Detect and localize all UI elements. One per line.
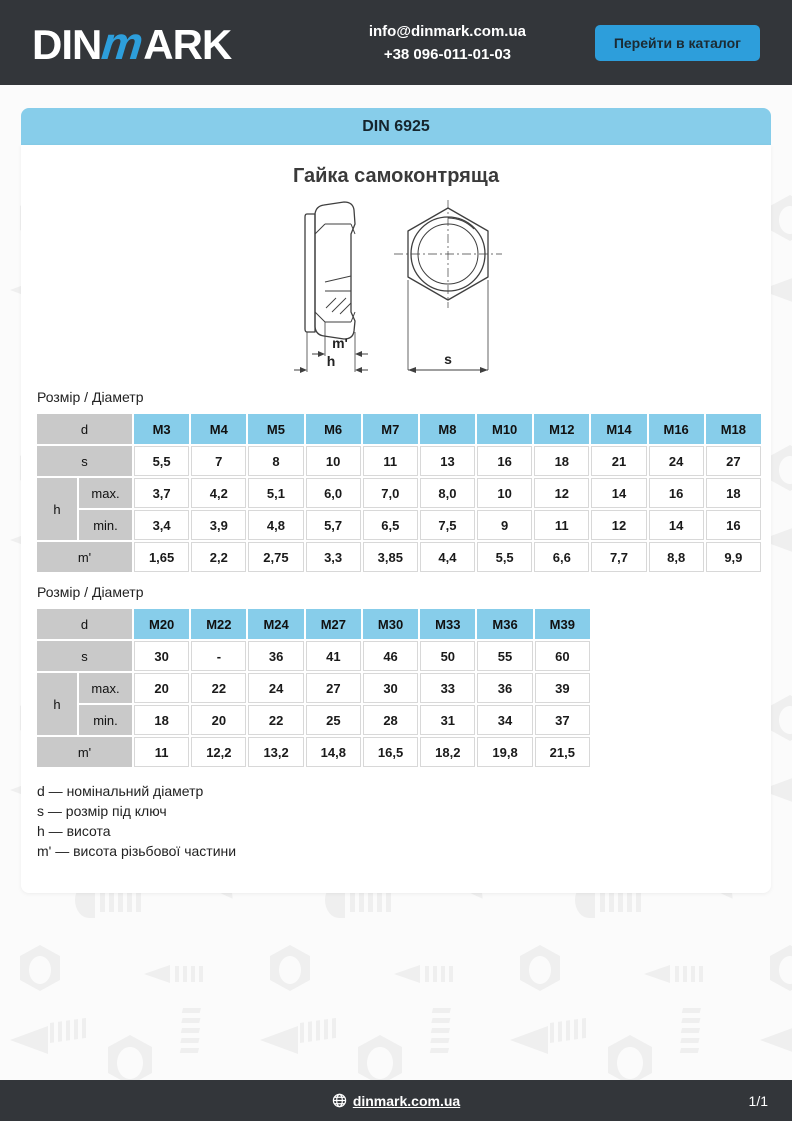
- row-label-max: max.: [79, 673, 132, 703]
- header-bar: [0, 0, 792, 85]
- legend-line-h: h — висота: [37, 823, 111, 839]
- value-cell-h-max: 18: [706, 478, 761, 508]
- col-header-diameter: M8: [420, 414, 475, 444]
- value-cell-h-max: 7,0: [363, 478, 418, 508]
- row-label-min: min.: [79, 705, 132, 735]
- col-header-diameter: M5: [248, 414, 303, 444]
- value-cell-s: 27: [706, 446, 761, 476]
- row-label-m-prime: m': [37, 542, 132, 572]
- row-label-max: max.: [79, 478, 132, 508]
- value-cell-m-prime: 8,8: [649, 542, 704, 572]
- row-label-h: h: [37, 673, 77, 735]
- value-cell-s: 8: [248, 446, 303, 476]
- value-cell-h-min: 11: [534, 510, 589, 540]
- value-cell-h-min: 18: [134, 705, 189, 735]
- value-cell-h-max: 4,2: [191, 478, 246, 508]
- value-cell-s: 60: [535, 641, 590, 671]
- size-table-1-container: [37, 412, 755, 574]
- value-cell-h-max: 27: [306, 673, 361, 703]
- col-header-diameter: M24: [248, 609, 303, 639]
- row-label-s: s: [37, 641, 132, 671]
- value-cell-h-max: 8,0: [420, 478, 475, 508]
- dinmark-logo: [32, 16, 300, 70]
- dim-label-h: h: [326, 353, 336, 369]
- value-cell-h-max: 6,0: [306, 478, 361, 508]
- value-cell-m-prime: 6,6: [534, 542, 589, 572]
- col-header-diameter: M12: [534, 414, 589, 444]
- legend-block: [37, 781, 755, 861]
- footer-site-link[interactable]: [332, 1093, 460, 1109]
- value-cell-h-min: 22: [248, 705, 303, 735]
- value-cell-h-min: 7,5: [420, 510, 475, 540]
- value-cell-m-prime: 19,8: [477, 737, 532, 767]
- logo-text-din: DIN: [32, 20, 102, 68]
- value-cell-h-max: 16: [649, 478, 704, 508]
- row-label-h: h: [37, 478, 77, 540]
- row-label-d: d: [37, 414, 132, 444]
- footer-bar: [0, 1080, 792, 1121]
- col-header-diameter: M10: [477, 414, 532, 444]
- size-table-2-container: [37, 607, 755, 769]
- value-cell-m-prime: 9,9: [706, 542, 761, 572]
- value-cell-m-prime: 3,85: [363, 542, 418, 572]
- page-number: 1/1: [748, 1092, 768, 1109]
- value-cell-h-max: 5,1: [248, 478, 303, 508]
- legend-line-m: m' — висота різьбової частини: [37, 843, 237, 859]
- value-cell-m-prime: 12,2: [191, 737, 246, 767]
- value-cell-h-min: 12: [591, 510, 646, 540]
- size-table: [35, 607, 592, 769]
- value-cell-h-max: 20: [134, 673, 189, 703]
- value-cell-h-max: 30: [363, 673, 418, 703]
- value-cell-s: 5,5: [134, 446, 189, 476]
- value-cell-m-prime: 14,8: [306, 737, 361, 767]
- col-header-diameter: M20: [134, 609, 189, 639]
- col-header-diameter: M3: [134, 414, 189, 444]
- col-header-diameter: M30: [363, 609, 418, 639]
- value-cell-s: 24: [649, 446, 704, 476]
- value-cell-h-min: 14: [649, 510, 704, 540]
- legend-line-s: s — розмір під ключ: [37, 803, 167, 819]
- value-cell-h-min: 3,4: [134, 510, 189, 540]
- dim-label-s: s: [444, 351, 452, 367]
- value-cell-h-max: 24: [248, 673, 303, 703]
- value-cell-m-prime: 2,75: [248, 542, 303, 572]
- col-header-diameter: M27: [306, 609, 361, 639]
- row-label-d: d: [37, 609, 132, 639]
- value-cell-h-min: 34: [477, 705, 532, 735]
- col-header-diameter: M33: [420, 609, 475, 639]
- value-cell-h-min: 4,8: [248, 510, 303, 540]
- value-cell-h-min: 6,5: [363, 510, 418, 540]
- value-cell-s: 46: [363, 641, 418, 671]
- value-cell-h-min: 20: [191, 705, 246, 735]
- logo-text-ark: ARK: [143, 20, 232, 68]
- dim-label-m-prime: m': [332, 335, 348, 351]
- globe-icon: [332, 1093, 347, 1108]
- size-table: [35, 412, 763, 574]
- value-cell-h-min: 28: [363, 705, 418, 735]
- value-cell-h-max: 22: [191, 673, 246, 703]
- col-header-diameter: M7: [363, 414, 418, 444]
- value-cell-m-prime: 1,65: [134, 542, 189, 572]
- value-cell-s: 41: [306, 641, 361, 671]
- value-cell-m-prime: 21,5: [535, 737, 590, 767]
- value-cell-s: 11: [363, 446, 418, 476]
- value-cell-s: 18: [534, 446, 589, 476]
- value-cell-s: 55: [477, 641, 532, 671]
- footer-site-text: dinmark.com.ua: [352, 1092, 461, 1109]
- value-cell-h-max: 33: [420, 673, 475, 703]
- col-header-diameter: M39: [535, 609, 590, 639]
- col-header-diameter: M36: [477, 609, 532, 639]
- value-cell-h-max: 3,7: [134, 478, 189, 508]
- value-cell-s: 16: [477, 446, 532, 476]
- col-header-diameter: M16: [649, 414, 704, 444]
- value-cell-h-max: 14: [591, 478, 646, 508]
- value-cell-h-max: 12: [534, 478, 589, 508]
- value-cell-h-min: 5,7: [306, 510, 361, 540]
- value-cell-s: 10: [306, 446, 361, 476]
- row-label-m-prime: m': [37, 737, 132, 767]
- product-title: Гайка самоконтряща: [292, 165, 500, 187]
- value-cell-s: 13: [420, 446, 475, 476]
- value-cell-s: 36: [248, 641, 303, 671]
- size-section-label-1: Розмір / Діаметр: [37, 389, 144, 405]
- contact-phone: +38 096-011-01-03: [383, 45, 512, 63]
- value-cell-m-prime: 16,5: [363, 737, 418, 767]
- din-standard-title: DIN 6925: [362, 117, 430, 135]
- size-section-label-2: Розмір / Діаметр: [37, 584, 144, 600]
- value-cell-s: 7: [191, 446, 246, 476]
- value-cell-m-prime: 18,2: [420, 737, 475, 767]
- value-cell-h-min: 31: [420, 705, 475, 735]
- value-cell-h-min: 37: [535, 705, 590, 735]
- col-header-diameter: M6: [306, 414, 361, 444]
- value-cell-m-prime: 7,7: [591, 542, 646, 572]
- value-cell-m-prime: 11: [134, 737, 189, 767]
- value-cell-s: 21: [591, 446, 646, 476]
- value-cell-s: 30: [134, 641, 189, 671]
- value-cell-s: -: [191, 641, 246, 671]
- value-cell-h-max: 39: [535, 673, 590, 703]
- col-header-diameter: M14: [591, 414, 646, 444]
- din-standard-banner: [21, 108, 771, 145]
- value-cell-m-prime: 4,4: [420, 542, 475, 572]
- value-cell-m-prime: 5,5: [477, 542, 532, 572]
- contact-block: [300, 20, 595, 66]
- value-cell-h-max: 36: [477, 673, 532, 703]
- value-cell-m-prime: 3,3: [306, 542, 361, 572]
- value-cell-h-min: 25: [306, 705, 361, 735]
- legend-line-d: d — номінальний діаметр: [37, 783, 204, 799]
- value-cell-h-max: 10: [477, 478, 532, 508]
- row-label-min: min.: [79, 510, 132, 540]
- value-cell-h-min: 9: [477, 510, 532, 540]
- technical-drawing: [290, 196, 502, 379]
- value-cell-m-prime: 2,2: [191, 542, 246, 572]
- col-header-diameter: M4: [191, 414, 246, 444]
- row-label-s: s: [37, 446, 132, 476]
- catalog-button[interactable]: Перейти в каталог: [595, 25, 760, 61]
- value-cell-s: 50: [420, 641, 475, 671]
- value-cell-m-prime: 13,2: [248, 737, 303, 767]
- contact-email: info@dinmark.com.ua: [368, 22, 526, 40]
- logo-m-glyph: m: [99, 16, 145, 69]
- col-header-diameter: M22: [191, 609, 246, 639]
- col-header-diameter: M18: [706, 414, 761, 444]
- value-cell-h-min: 3,9: [191, 510, 246, 540]
- content-card: [21, 145, 771, 893]
- value-cell-h-min: 16: [706, 510, 761, 540]
